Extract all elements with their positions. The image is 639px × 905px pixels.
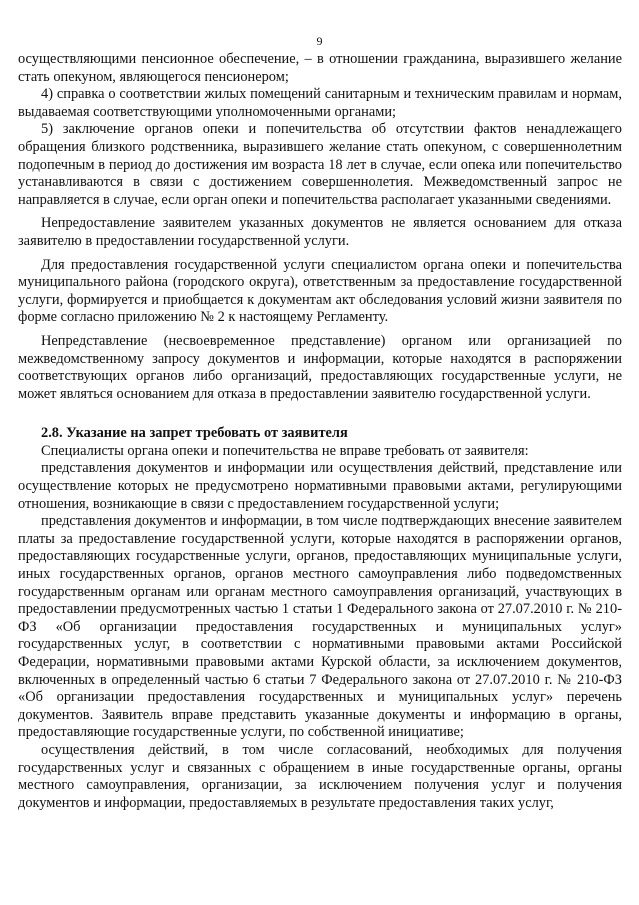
paragraph-interagency-request: Непредставление (несвоевременное представление) органом или организацией по межведомственному запросу документов и информации, которые находятся в распоряжении соответствующих органов либо организаций, предоставляющих государственные услуги, не может являться основанием для отказа в предоставлении заявителю государственной услуги. <box>18 332 622 402</box>
paragraph-prohibition-documents-actions: представления документов и информации или осуществления действий, представление или осуществление которых не предусмотрено нормативными правовыми актами, регулирующими отношения, возникающие в связи с предоставлением государственной услуги; <box>18 460 622 512</box>
document-body <box>18 51 622 812</box>
section-heading-2-8: 2.8. Указание на запрет требовать от заявителя <box>41 425 348 442</box>
paragraph-inspection-act: Для предоставления государственной услуги специалистом органа опеки и попечительства муниципального района (городского округа), ответственным за предоставление государственной услуги, формируется и приобщается к документам акт обследования условий жизни заявителя по форме согласно приложению № 2 к настоящему Регламенту. <box>18 256 622 326</box>
paragraph-pension-continuation: осуществляющими пенсионное обеспечение, – в отношении гражданина, выразившего желание стать опекуном, являющегося пенсионером; <box>18 51 622 85</box>
paragraph-item-5-guardianship-conclusion: 5) заключение органов опеки и попечительства об отсутствии фактов ненадлежащего обращения близкого родственника, выразившего желание стать опекуном, с совершеннолетним подопечным в период до достижения им возраста 18 лет в случае, если опека или попечительство устанавливаются в связи с достижением совершеннолетия. Межведомственный запрос не направляется в случае, если орган опеки и попечительства располагает указанными сведениями. <box>18 121 622 208</box>
paragraph-prohibition-approvals: осуществления действий, в том числе согласований, необходимых для получения государственных услуг и связанных с обращением в иные государственные органы, органы местного самоуправления, организации, за исключением получения услуг и получения документов и информации, предоставляемых в результате предоставления таких услуг, <box>18 741 622 811</box>
page-number: 9 <box>316 34 323 48</box>
paragraph-non-submission-not-grounds: Непредоставление заявителем указанных документов не является основанием для отказа заявителю в предоставлении государственной услуги. <box>18 215 622 249</box>
paragraph-prohibition-documents-held-by-agencies: представления документов и информации, в том числе подтверждающих внесение заявителем платы за предоставление государственной услуги, которые находятся в распоряжении органов, предоставляющих государственные услуги, органов, предоставляющих муниципальные услуги, иных государственных органов, органов местного самоуправления либо подведомственных государственным органам или органам местного самоуправления организаций, участвующих в предоставлении предусмотренных частью 1 статьи 1 Федерального закона от 27.07.2010 г. № 210-ФЗ «Об организации предоставления государственных и муниципальных услуг» государственных услуг, в соответствии с нормативными правовыми актами Российской Федерации, нормативными правовыми актами Курской области, за исключением документов, включенных в определенный частью 6 статьи 7 Федерального закона от 27.07.2010 г. № 210-ФЗ «Об организации предоставления государственных и муниципальных услуг» перечень документов. Заявитель вправе представить указанные документы и информацию в органы, предоставляющие государственные услуги, по собственной инициативе; <box>18 513 622 741</box>
paragraph-item-4-housing-certificate: 4) справка о соответствии жилых помещений санитарным и техническим правилам и нормам, выдаваемая соответствующими уполномоченными органами; <box>18 86 622 120</box>
paragraph-prohibition-intro: Специалисты органа опеки и попечительства не вправе требовать от заявителя: <box>41 442 529 459</box>
